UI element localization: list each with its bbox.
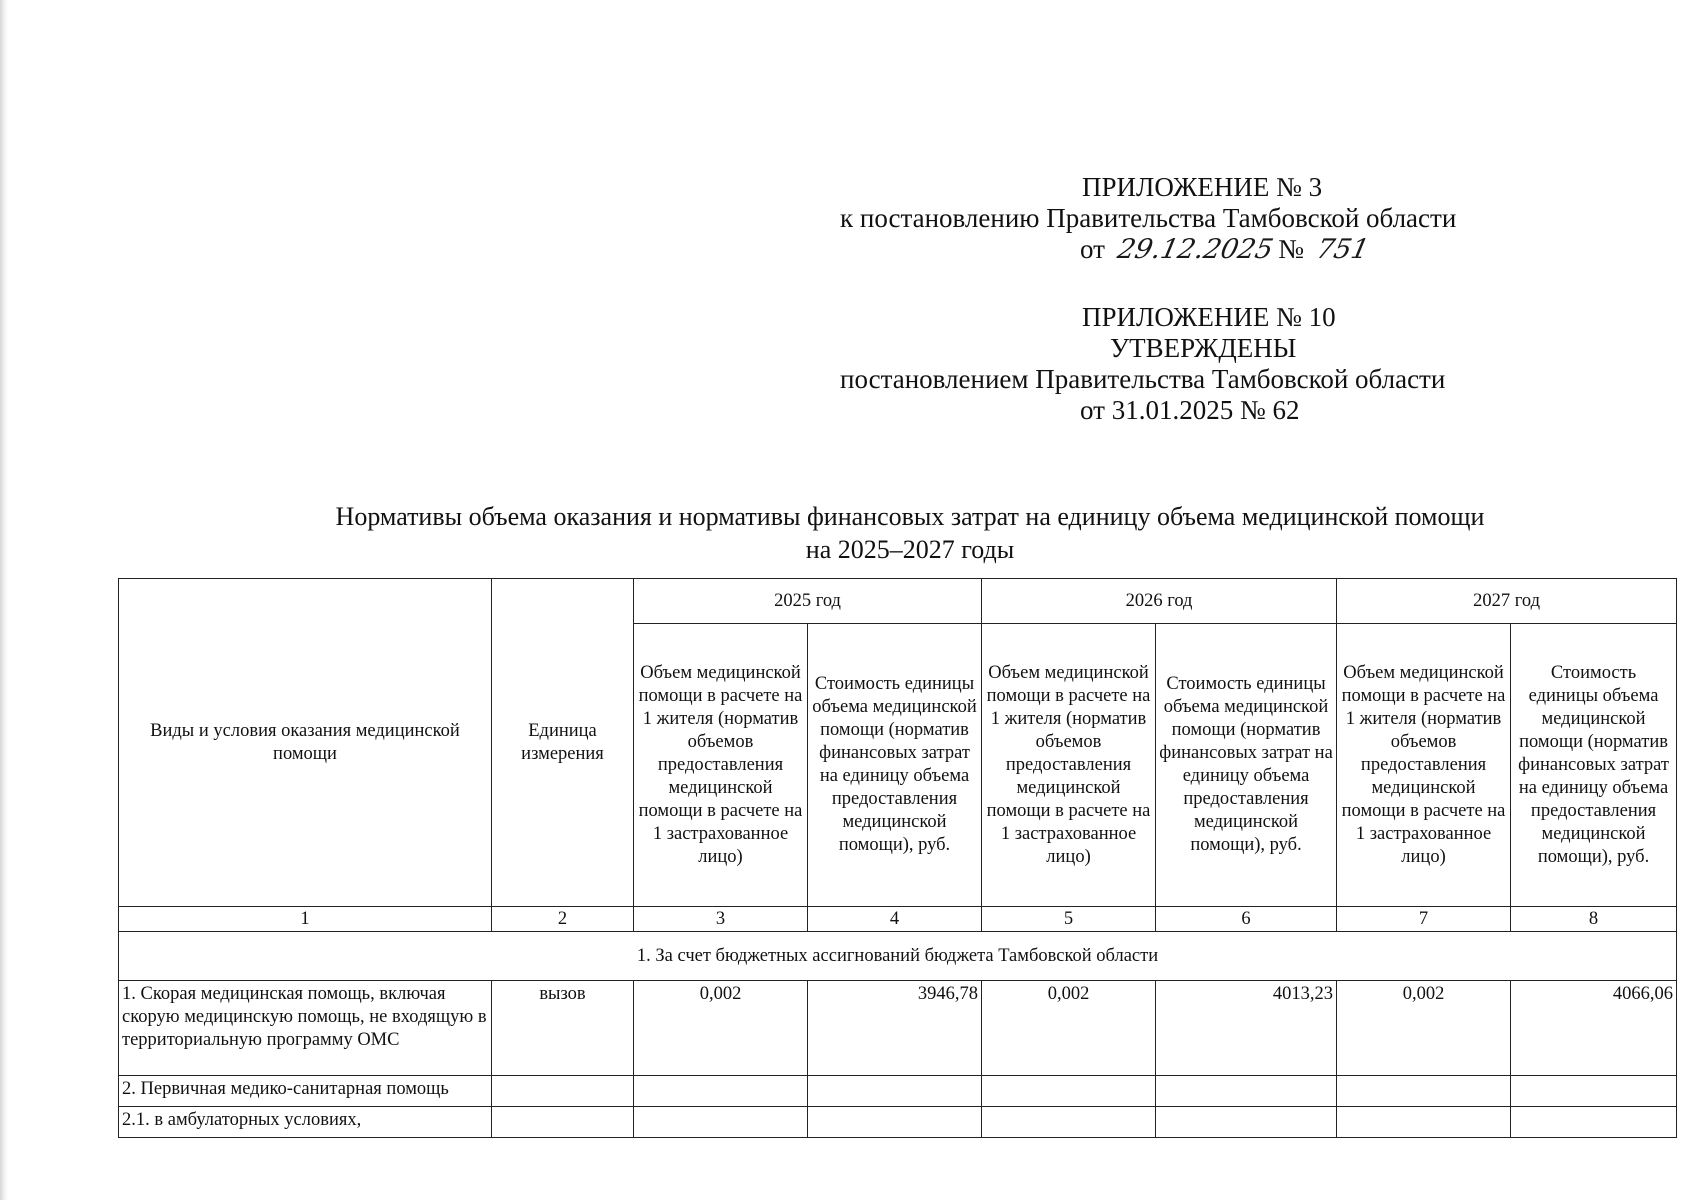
row-volume-2026	[982, 1107, 1156, 1138]
appendix-3-to: к постановлению Правительства Тамбовской области	[840, 203, 1457, 233]
row-volume-2026: 0,002	[982, 981, 1156, 1076]
handwritten-date: 29.12.2025	[1114, 234, 1276, 265]
column-number: 2	[492, 907, 634, 932]
col1-header: Виды и условия оказания медицинской помощи	[119, 579, 492, 907]
subheader-volume-2027: Объем медицинской помощи в расчете на 1 жителя (норматив объемов предоставления медицинской помощи в расчете на 1 застрахованное лицо)	[1337, 624, 1511, 907]
column-number: 6	[1156, 907, 1337, 932]
column-number: 3	[634, 907, 808, 932]
row-cost-2027	[1511, 1076, 1677, 1107]
appendix-3-title: ПРИЛОЖЕНИЕ № 3	[1082, 172, 1323, 202]
row-cost-2025	[808, 1076, 982, 1107]
row-volume-2026	[982, 1076, 1156, 1107]
document-title-line2: на 2025–2027 годы	[805, 535, 1015, 564]
year-2026-header: 2026 год	[982, 579, 1337, 624]
document-title-line1: Нормативы объема оказания и нормативы финансовых затрат на единицу объема медицинской помощи	[335, 502, 1485, 531]
row-name: 2. Первичная медико-санитарная помощь	[119, 1076, 492, 1107]
subheader-cost-2026: Стоимость единицы объема медицинской помощи (норматив финансовых затрат на единицу объема предоставления медицинской помощи), руб.	[1156, 624, 1337, 907]
subheader-cost-2025: Стоимость единицы объема медицинской помощи (норматив финансовых затрат на единицу объема предоставления медицинской помощи), руб.	[808, 624, 982, 907]
subheader-volume-2025: Объем медицинской помощи в расчете на 1 жителя (норматив объемов предоставления медицинской помощи в расчете на 1 застрахованное лицо)	[634, 624, 808, 907]
column-number: 4	[808, 907, 982, 932]
handwritten-number: 751	[1313, 234, 1372, 265]
column-number: 7	[1337, 907, 1511, 932]
from-prefix: от	[1080, 234, 1105, 264]
appendix-10-header	[840, 302, 1540, 426]
row-name: 1. Скорая медицинская помощь, включая скорую медицинскую помощь, не входящую в территориальную программу ОМС	[119, 981, 492, 1076]
column-number: 8	[1511, 907, 1677, 932]
subheader-cost-2027: Стоимость единицы объема медицинской помощи (норматив финансовых затрат на единицу объема предоставления медицинской помощи), руб.	[1511, 624, 1677, 907]
year-2025-header: 2025 год	[634, 579, 982, 624]
table-row	[119, 981, 1677, 1076]
column-numbers-row	[119, 907, 1677, 932]
section-row	[119, 932, 1677, 981]
row-volume-2025	[634, 1107, 808, 1138]
row-volume-2025	[634, 1076, 808, 1107]
appendix-10-title: ПРИЛОЖЕНИЕ № 10	[1082, 302, 1336, 332]
column-number: 1	[119, 907, 492, 932]
row-cost-2027	[1511, 1107, 1677, 1138]
row-volume-2027: 0,002	[1337, 981, 1511, 1076]
document-title	[200, 500, 1620, 566]
col2-header: Единица измерения	[492, 579, 634, 907]
subheader-volume-2026: Объем медицинской помощи в расчете на 1 жителя (норматив объемов предоставления медицинской помощи в расчете на 1 застрахованное лицо)	[982, 624, 1156, 907]
approved-label: УТВЕРЖДЕНЫ	[1110, 333, 1297, 363]
row-cost-2026	[1156, 1107, 1337, 1138]
table-row	[119, 1107, 1677, 1138]
row-cost-2026	[1156, 1076, 1337, 1107]
column-number: 5	[982, 907, 1156, 932]
approved-date-line: от 31.01.2025 № 62	[1080, 395, 1300, 425]
row-unit: вызов	[492, 981, 634, 1076]
header-row-years	[119, 579, 1677, 624]
row-volume-2025: 0,002	[634, 981, 808, 1076]
row-cost-2025	[808, 1107, 982, 1138]
year-2027-header: 2027 год	[1337, 579, 1677, 624]
row-volume-2027	[1337, 1107, 1511, 1138]
norms-table	[118, 578, 1677, 1138]
appendix-3-date-line	[840, 234, 1540, 265]
scan-edge	[0, 0, 8, 1200]
norms-table-wrapper	[118, 578, 1676, 1138]
approved-by: постановлением Правительства Тамбовской области	[840, 364, 1446, 394]
row-cost-2025: 3946,78	[808, 981, 982, 1076]
row-name: 2.1. в амбулаторных условиях,	[119, 1107, 492, 1138]
section-1-title: 1. За счет бюджетных ассигнований бюджета Тамбовской области	[119, 932, 1677, 981]
row-unit	[492, 1107, 634, 1138]
row-cost-2026: 4013,23	[1156, 981, 1337, 1076]
row-volume-2027	[1337, 1076, 1511, 1107]
table-row	[119, 1076, 1677, 1107]
row-unit	[492, 1076, 634, 1107]
row-cost-2027: 4066,06	[1511, 981, 1677, 1076]
appendix-3-header	[840, 172, 1540, 265]
number-prefix: №	[1278, 234, 1305, 264]
